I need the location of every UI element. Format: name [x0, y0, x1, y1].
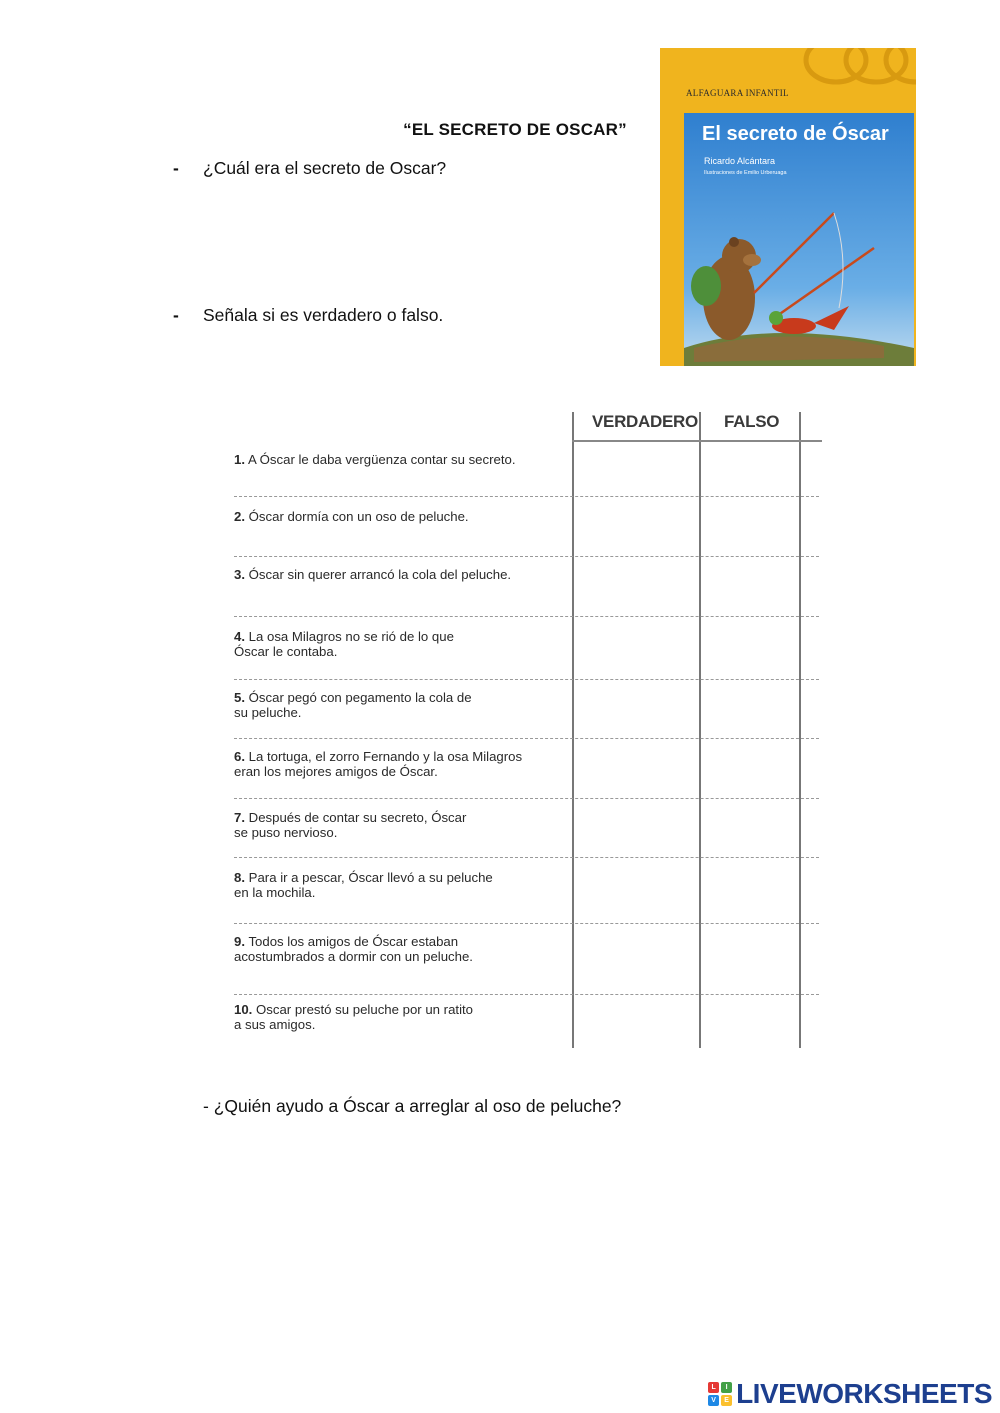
statement-number: 7. [234, 810, 245, 825]
statement-number: 8. [234, 870, 245, 885]
verdadero-answer-cell[interactable] [574, 800, 699, 858]
question-text: - ¿Quién ayudo a Óscar a arreglar al oso de peluche? [203, 1096, 622, 1116]
cover-title: El secreto de Óscar [702, 123, 889, 145]
falso-answer-cell[interactable] [701, 680, 799, 739]
statement-text [234, 629, 579, 659]
table-row [234, 499, 819, 557]
row-separator [234, 496, 819, 497]
falso-answer-cell[interactable] [701, 739, 799, 799]
statement-text [234, 509, 579, 524]
logo-block: I [721, 1382, 732, 1393]
verdadero-answer-cell[interactable] [574, 924, 699, 995]
statement-body: Para ir a pescar, Óscar llevó a su peluche en la mochila. [234, 870, 493, 900]
header-verdadero: VERDADERO [592, 412, 698, 431]
cover-publisher: ALFAGUARA INFANTIL [686, 88, 789, 98]
question-text: ¿Cuál era el secreto de Oscar? [203, 158, 447, 178]
worksheet-title: “EL SECRETO DE OSCAR” [403, 120, 627, 139]
question-dash: - [173, 305, 179, 325]
row-separator [234, 857, 819, 858]
verdadero-answer-cell[interactable] [574, 860, 699, 924]
statement-number: 3. [234, 567, 245, 582]
statement-body: La osa Milagros no se rió de lo que Óscar le contaba. [234, 629, 454, 659]
statement-body: Oscar prestó su peluche por un ratito a sus amigos. [234, 1002, 473, 1032]
true-false-table [232, 412, 822, 1048]
cover-illustrator: Ilustraciones de Emilio Urberuaga [704, 170, 787, 176]
verdadero-answer-cell[interactable] [574, 680, 699, 739]
statement-number: 5. [234, 690, 245, 705]
statement-body: Óscar dormía con un oso de peluche. [248, 509, 469, 524]
table-row [234, 860, 819, 924]
cover-author: Ricardo Alcántara [704, 156, 776, 166]
statement-text [234, 749, 579, 779]
logo-block: L [708, 1382, 719, 1393]
falso-answer-cell[interactable] [701, 442, 799, 497]
logo-wordmark: LIVEWORKSHEETS [736, 1378, 992, 1409]
verdadero-answer-cell[interactable] [574, 442, 699, 497]
falso-answer-cell[interactable] [701, 992, 799, 1048]
statement-body: La tortuga, el zorro Fernando y la osa Milagros eran los mejores amigos de Óscar. [234, 749, 523, 779]
falso-answer-cell[interactable] [701, 800, 799, 858]
statement-number: 2. [234, 509, 245, 524]
table-row [234, 924, 819, 995]
falso-answer-cell[interactable] [701, 499, 799, 557]
bear-fishing-illustration [684, 198, 914, 366]
statement-body: Óscar sin querer arrancó la cola del peluche. [248, 567, 512, 582]
verdadero-answer-cell[interactable] [574, 619, 699, 680]
logo-block: E [721, 1395, 732, 1406]
statement-body: Óscar pegó con pegamento la cola de su peluche. [234, 690, 472, 720]
row-separator [234, 798, 819, 799]
logo-block: V [708, 1395, 719, 1406]
verdadero-answer-cell[interactable] [574, 992, 699, 1048]
book-cover [660, 48, 916, 366]
statement-text [234, 870, 579, 900]
statement-number: 4. [234, 629, 245, 644]
statement-number: 9. [234, 934, 245, 949]
celtic-knot-ornament [796, 48, 916, 100]
statement-text [234, 934, 579, 964]
question-text: Señala si es verdadero o falso. [203, 305, 444, 325]
falso-answer-cell[interactable] [701, 860, 799, 924]
table-row [234, 680, 819, 739]
statement-number: 10. [234, 1002, 253, 1017]
table-row [234, 557, 819, 617]
question-who-helped [203, 1096, 621, 1117]
question-dash: - [173, 158, 179, 178]
falso-answer-cell[interactable] [701, 924, 799, 995]
statement-body: A Óscar le daba vergüenza contar su secreto. [247, 452, 516, 467]
verdadero-answer-cell[interactable] [574, 557, 699, 617]
statement-body: Todos los amigos de Óscar estaban acostumbrados a dormir con un peluche. [234, 934, 473, 964]
row-separator [234, 616, 819, 617]
question-true-false [173, 305, 444, 326]
logo-blocks [708, 1382, 732, 1406]
statement-text [234, 690, 579, 720]
verdadero-answer-cell[interactable] [574, 739, 699, 799]
table-row [234, 800, 819, 858]
statement-text [234, 1002, 579, 1032]
table-row [234, 442, 819, 497]
liveworksheets-logo [708, 1378, 992, 1410]
table-row [234, 739, 819, 799]
statement-text [234, 810, 579, 840]
statement-body: Después de contar su secreto, Óscar se puso nervioso. [234, 810, 467, 840]
table-row [234, 992, 819, 1048]
statement-text [234, 452, 579, 467]
table-row [234, 619, 819, 680]
verdadero-answer-cell[interactable] [574, 499, 699, 557]
falso-answer-cell[interactable] [701, 619, 799, 680]
falso-answer-cell[interactable] [701, 557, 799, 617]
statement-number: 1. [234, 452, 245, 467]
header-falso: FALSO [724, 412, 780, 431]
statement-number: 6. [234, 749, 245, 764]
question-secret [173, 158, 447, 179]
statement-text [234, 567, 579, 582]
